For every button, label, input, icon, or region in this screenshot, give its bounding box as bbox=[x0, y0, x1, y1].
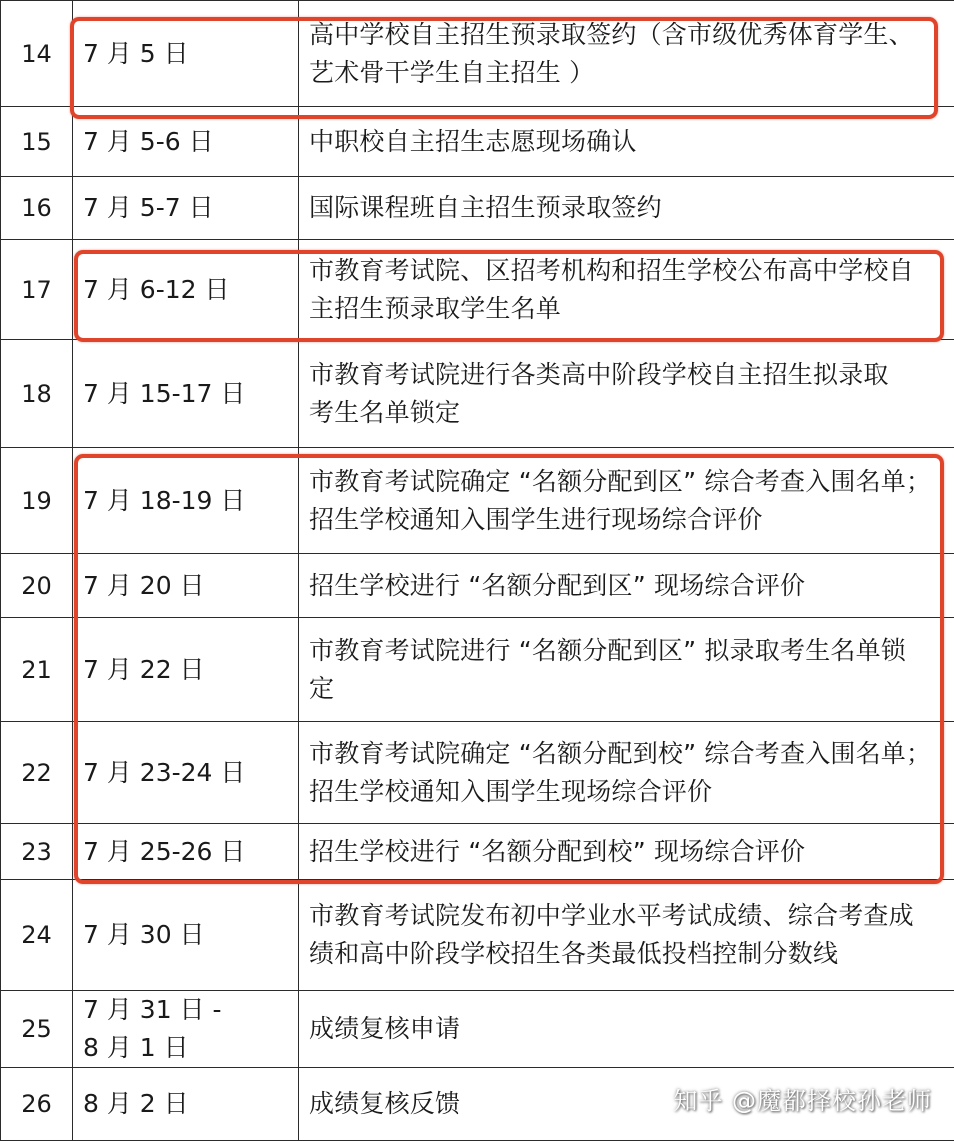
date-cell: 7 月 6-12 日 bbox=[73, 240, 299, 340]
date-cell: 7 月 22 日 bbox=[73, 618, 299, 722]
date-cell: 7 月 31 日 - 8 月 1 日 bbox=[73, 991, 299, 1068]
date-cell: 7 月 15-17 日 bbox=[73, 340, 299, 448]
table-row bbox=[1, 618, 954, 722]
table-row bbox=[1, 240, 954, 340]
row-number-cell: 26 bbox=[1, 1068, 73, 1141]
row-number-cell: 24 bbox=[1, 880, 73, 991]
date-cell: 7 月 23-24 日 bbox=[73, 722, 299, 824]
description-cell: 市教育考试院进行各类高中阶段学校自主招生拟录取 考生名单锁定 bbox=[299, 340, 954, 448]
watermark-text: 知乎 @魔都择校孙老师 bbox=[673, 1081, 932, 1116]
date-cell: 7 月 20 日 bbox=[73, 554, 299, 618]
description-cell: 招生学校进行 “名额分配到校” 现场综合评价 bbox=[299, 824, 954, 880]
description-cell: 成绩复核反馈 bbox=[299, 1068, 954, 1141]
row-number-cell: 23 bbox=[1, 824, 73, 880]
row-number-cell: 18 bbox=[1, 340, 73, 448]
description-cell: 国际课程班自主招生预录取签约 bbox=[299, 177, 954, 240]
row-number-cell: 16 bbox=[1, 177, 73, 240]
table-row bbox=[1, 880, 954, 991]
table-row bbox=[1, 340, 954, 448]
row-number-cell: 19 bbox=[1, 448, 73, 554]
row-number-cell: 15 bbox=[1, 107, 73, 177]
description-cell: 招生学校进行 “名额分配到区” 现场综合评价 bbox=[299, 554, 954, 618]
date-cell: 7 月 18-19 日 bbox=[73, 448, 299, 554]
table-row bbox=[1, 991, 954, 1068]
date-cell: 7 月 30 日 bbox=[73, 880, 299, 991]
table-row bbox=[1, 554, 954, 618]
description-cell: 市教育考试院、区招考机构和招生学校公布高中学校自 主招生预录取学生名单 bbox=[299, 240, 954, 340]
description-cell: 高中学校自主招生预录取签约（含市级优秀体育学生、 艺术骨干学生自主招生 ） bbox=[299, 1, 954, 107]
row-number-cell: 21 bbox=[1, 618, 73, 722]
date-cell: 7 月 5-7 日 bbox=[73, 177, 299, 240]
date-cell: 7 月 5-6 日 bbox=[73, 107, 299, 177]
date-cell: 7 月 25-26 日 bbox=[73, 824, 299, 880]
description-cell: 市教育考试院发布初中学业水平考试成绩、综合考查成 绩和高中阶段学校招生各类最低投档控制分数线 bbox=[299, 880, 954, 991]
row-number-cell: 22 bbox=[1, 722, 73, 824]
table-row bbox=[1, 1, 954, 107]
description-cell: 成绩复核申请 bbox=[299, 991, 954, 1068]
date-cell: 8 月 2 日 bbox=[73, 1068, 299, 1141]
table-row bbox=[1, 722, 954, 824]
row-number-cell: 14 bbox=[1, 1, 73, 107]
description-cell: 市教育考试院确定 “名额分配到区” 综合考查入围名单； 招生学校通知入围学生进行现场综合评价 bbox=[299, 448, 954, 554]
description-cell: 中职校自主招生志愿现场确认 bbox=[299, 107, 954, 177]
description-cell: 市教育考试院确定 “名额分配到校” 综合考查入围名单； 招生学校通知入围学生现场综合评价 bbox=[299, 722, 954, 824]
table-row bbox=[1, 177, 954, 240]
table-row bbox=[1, 448, 954, 554]
row-number-cell: 20 bbox=[1, 554, 73, 618]
table-row bbox=[1, 824, 954, 880]
table-row bbox=[1, 107, 954, 177]
row-number-cell: 25 bbox=[1, 991, 73, 1068]
row-number-cell: 17 bbox=[1, 240, 73, 340]
date-cell: 7 月 5 日 bbox=[73, 1, 299, 107]
table-body bbox=[1, 1, 954, 1141]
description-cell: 市教育考试院进行 “名额分配到区” 拟录取考生名单锁 定 bbox=[299, 618, 954, 722]
